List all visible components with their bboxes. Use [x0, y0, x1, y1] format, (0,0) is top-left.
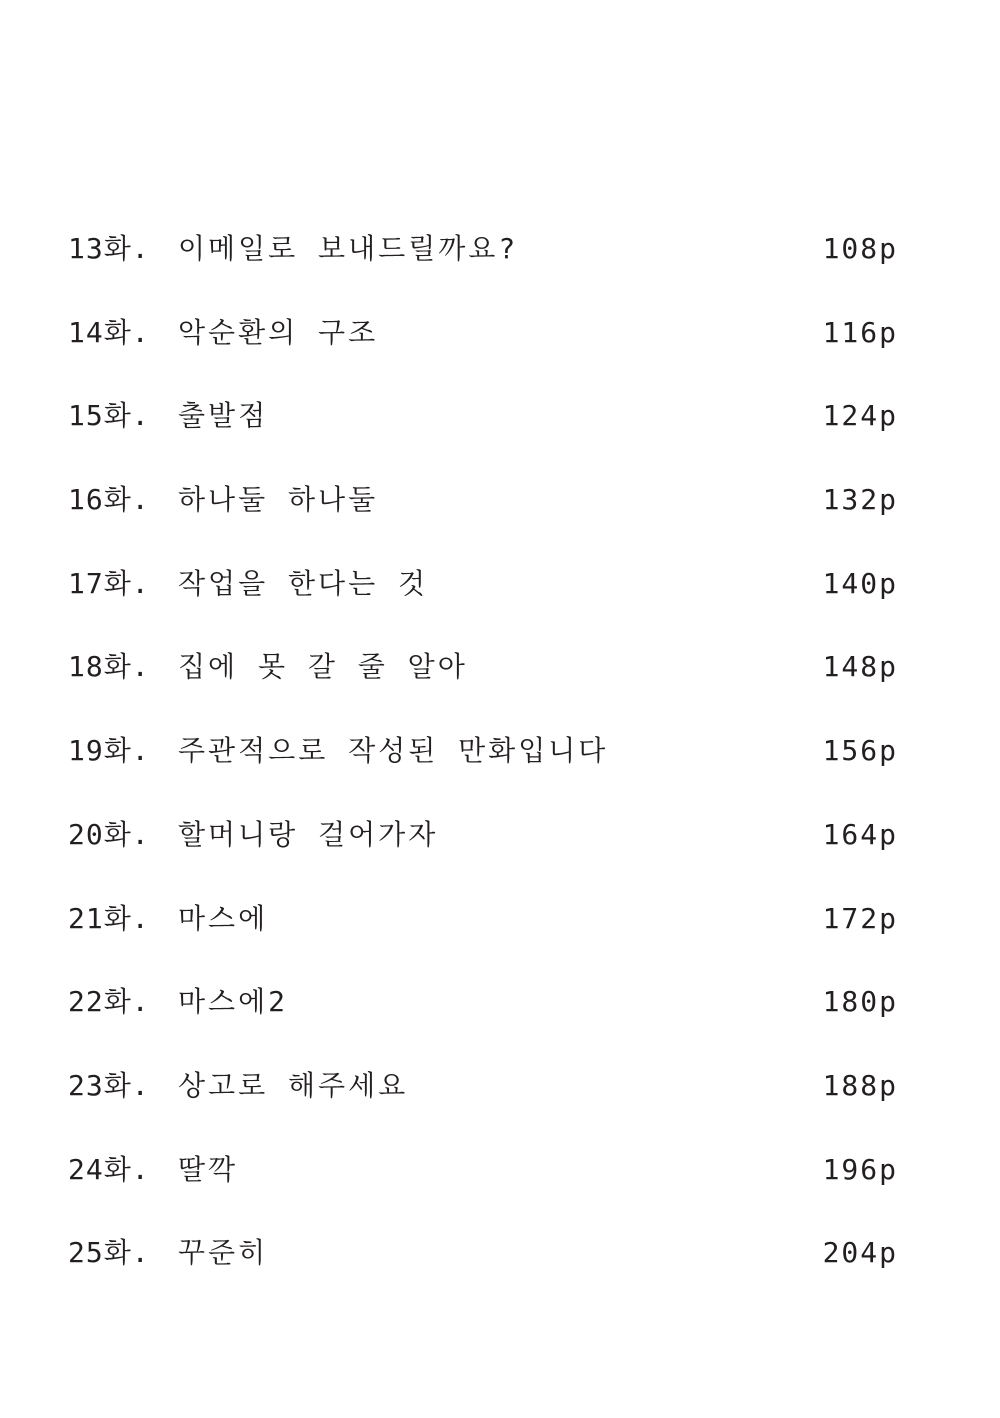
toc-entry[interactable] — [68, 306, 898, 390]
page-number: 188p — [822, 1068, 898, 1102]
toc-entry[interactable] — [68, 1059, 898, 1143]
chapter-number: 17화. — [68, 566, 150, 600]
toc-entry[interactable] — [68, 1143, 898, 1227]
page-number: 124p — [822, 399, 898, 433]
page-number: 140p — [822, 566, 898, 600]
toc-entry[interactable] — [68, 1226, 898, 1310]
chapter-title: 악순환의 구조 — [178, 315, 379, 349]
toc-entry[interactable] — [68, 892, 898, 976]
chapter-title: 출발점 — [178, 399, 269, 433]
page-number: 180p — [822, 985, 898, 1019]
chapter-number: 24화. — [68, 1152, 150, 1186]
table-of-contents — [68, 222, 898, 1310]
chapter-title: 작업을 한다는 것 — [178, 566, 429, 600]
chapter-title: 상고로 해주세요 — [178, 1068, 409, 1102]
chapter-number: 20화. — [68, 817, 150, 851]
chapter-number: 21화. — [68, 901, 150, 935]
chapter-number: 16화. — [68, 483, 150, 517]
page-number: 132p — [822, 483, 898, 517]
toc-entry[interactable] — [68, 557, 898, 641]
toc-entry[interactable] — [68, 389, 898, 473]
page-number: 156p — [822, 734, 898, 768]
chapter-title: 마스에2 — [178, 985, 289, 1019]
chapter-title: 이메일로 보내드릴까요? — [178, 232, 519, 265]
chapter-number: 22화. — [68, 985, 150, 1019]
page-number: 148p — [822, 650, 898, 684]
toc-entry[interactable] — [68, 975, 898, 1059]
page-number: 164p — [822, 817, 898, 851]
toc-entry[interactable] — [68, 640, 898, 724]
page-number: 116p — [822, 315, 898, 349]
chapter-title: 딸깍 — [178, 1152, 239, 1186]
chapter-title: 집에 못 갈 줄 알아 — [178, 650, 468, 684]
page-number: 172p — [822, 901, 898, 935]
chapter-number: 18화. — [68, 650, 150, 684]
toc-entry[interactable] — [68, 222, 898, 306]
chapter-number: 15화. — [68, 399, 150, 433]
chapter-title: 마스에 — [178, 901, 269, 935]
chapter-title: 꾸준히 — [178, 1236, 269, 1270]
toc-entry[interactable] — [68, 808, 898, 892]
page-number: 108p — [822, 232, 898, 265]
chapter-title: 할머니랑 걸어가자 — [178, 817, 439, 851]
page-number: 204p — [822, 1236, 898, 1270]
toc-entry[interactable] — [68, 473, 898, 557]
chapter-title: 주관적으로 작성된 만화입니다 — [178, 734, 609, 768]
chapter-number: 13화. — [68, 232, 150, 265]
chapter-number: 25화. — [68, 1236, 150, 1270]
page-number: 196p — [822, 1152, 898, 1186]
chapter-number: 19화. — [68, 734, 150, 768]
chapter-number: 14화. — [68, 315, 150, 349]
chapter-title: 하나둘 하나둘 — [178, 483, 379, 517]
chapter-number: 23화. — [68, 1068, 150, 1102]
toc-entry[interactable] — [68, 724, 898, 808]
